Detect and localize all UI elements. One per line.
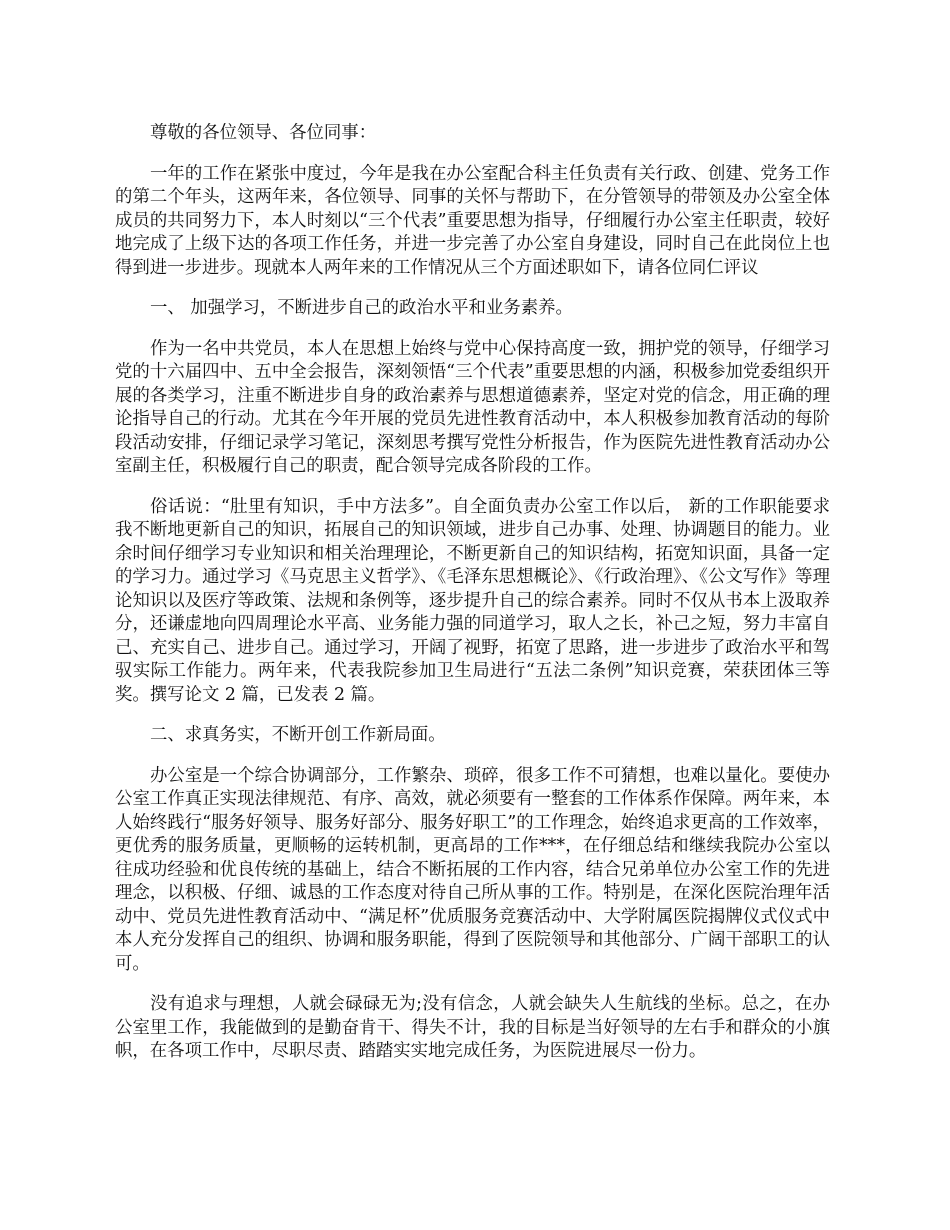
salutation: 尊敬的各位领导、各位同事：	[150, 123, 377, 143]
paragraph-office-work: 办公室是一个综合协调部分，工作繁杂、琐碎，很多工作不可猜想，也难以量化。要使办公室工作真正实现法律规范、有序、高效，就必须要有一整套的工作体系作保障。两年来，本人始终践行“服务好领导、服务好部分、服务好职工”的工作理念，始终追求更高的工作效率，更优秀的服务质量，更顺畅的运转机制，更高昂的工作***，在仔细总结和继续我院办公室以往成功经验和优良传统的基础上，结合不断拓展的工作内容，结合兄弟单位办公室工作的先进理念，以积极、仔细、诚恳的工作态度对待自己所从事的工作。特别是，在深化医院治理年活动中、党员先进性教育活动中、“满足杯”优质服务竞赛活动中、大学附属医院揭牌仪式仪式中本人充分发挥自己的组织、协调和服务职能，得到了医院领导和其他部分、广阔干部职工的认可。	[115, 765, 830, 974]
document-body	[115, 122, 830, 1081]
section-heading-2: 二、求真务实，不断开创工作新局面。	[150, 725, 446, 745]
paragraph-knowledge: 俗话说：“肚里有知识，手中方法多”。自全面负责办公室工作以后， 新的工作职能要求我不断地更新自己的知识，拓展自己的知识领域，进步自己办事、处理、协调题目的能力。业余时间仔细学习专业知识和相关治理理论，不断更新自己的知识结构，拓宽知识面，具备一定的学习力。通过学习《马克思主义哲学》、《毛泽东思想概论》、《行政治理》、《公文写作》等理论知识以及医疗等政策、法规和条例等，逐步提升自己的综合素养。同时不仅从书本上汲取养分，还谦虚地向四周理论水平高、业务能力强的同道学习，取人之长，补己之短，努力丰富自己、充实自己、进步自己。通过学习，开阔了视野，拓宽了思路，进一步进步了政治水平和驾驭实际工作能力。两年来，代表我院参加卫生局进行“五法二条例”知识竞赛，荣获团体三等奖。撰写论文 2 篇，已发表 2 篇。	[115, 496, 830, 705]
paragraph-conclusion: 没有追求与理想，人就会碌碌无为;没有信念，人就会缺失人生航线的坐标。总之，在办公室里工作，我能做到的是勤奋肯干、得失不计，我的目标是当好领导的左右手和群众的小旗帜，在各项工作中，尽职尽责、踏踏实实地完成任务，为医院进展尽一份力。	[115, 994, 830, 1061]
paragraph-intro: 一年的工作在紧张中度过，今年是我在办公室配合科主任负责有关行政、创建、党务工作的第二个年头，这两年来，各位领导、同事的关怀与帮助下，在分管领导的带领及办公室全体成员的共同努力下，本人时刻以“三个代表”重要思想为指导，仔细履行办公室主任职责，较好地完成了上级下达的各项工作任务，并进一步完善了办公室自身建设，同时自己在此岗位上也得到进一步进步。现就本人两年来的工作情况从三个方面述职如下，请各位同仁评议	[115, 163, 830, 278]
section-heading-1: 一、 加强学习，不断进步自己的政治水平和业务素养。	[150, 298, 573, 318]
paragraph-party-study: 作为一名中共党员，本人在思想上始终与党中心保持高度一致，拥护党的领导，仔细学习党的十六届四中、五中全会报告，深刻领悟“三个代表”重要思想的内涵，积极参加党委组织开展的各类学习，注重不断进步自身的政治素养与思想道德素养，坚定对党的信念，用正确的理论指导自己的行动。尤其在今年开展的党员先进性教育活动中，本人积极参加教育活动的每阶段活动安排，仔细记录学习笔记，深刻思考撰写党性分析报告，作为医院先进性教育活动办公室副主任，积极履行自己的职责，配合领导完成各阶段的工作。	[115, 338, 830, 476]
